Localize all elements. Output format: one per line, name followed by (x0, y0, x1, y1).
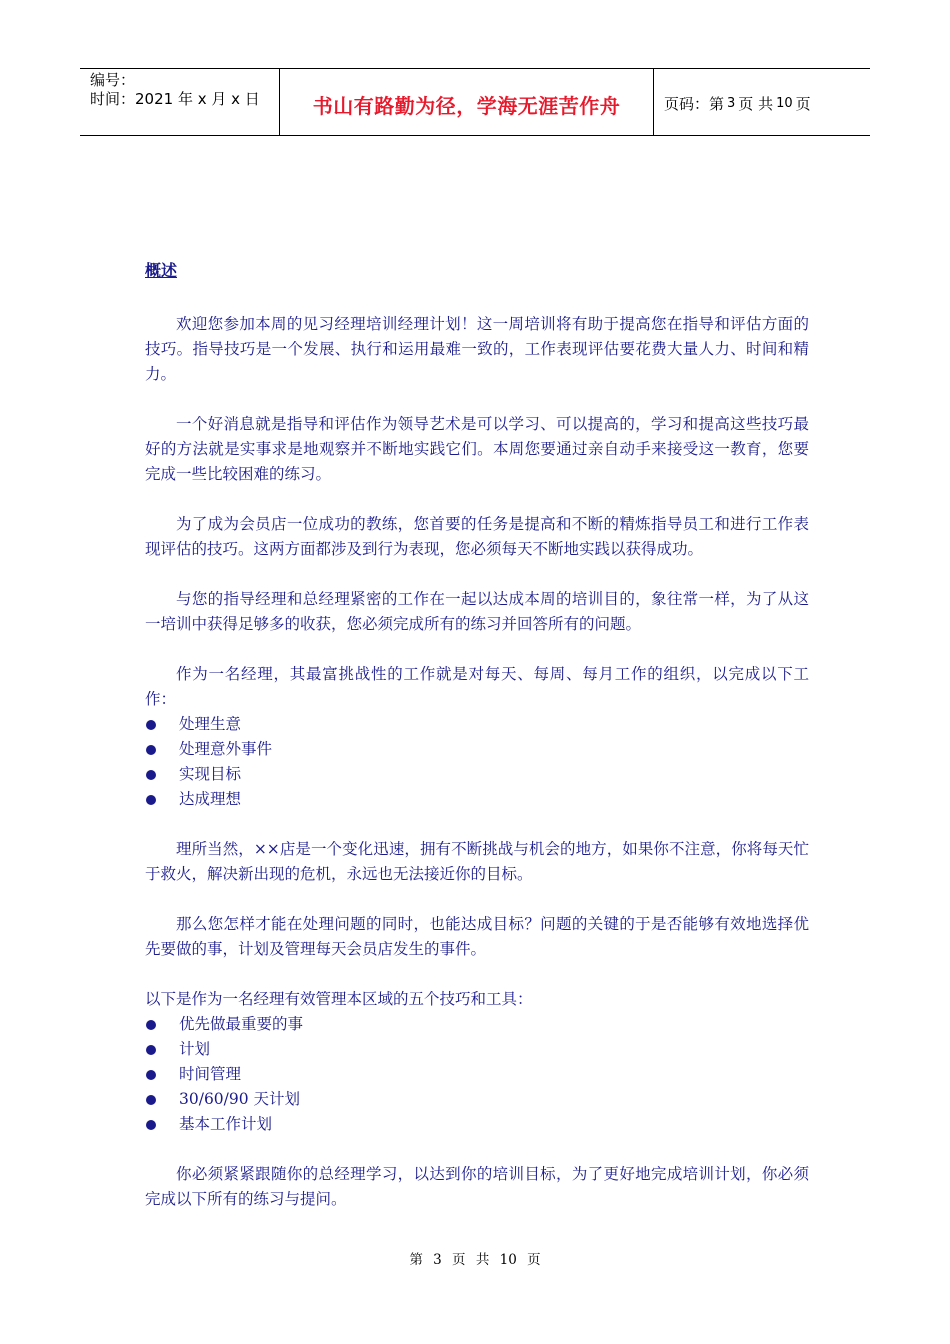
bullet-icon (146, 720, 156, 730)
header-motto-cell (280, 69, 654, 135)
page-total: 10 (776, 95, 793, 111)
list-item-label: 30/60/90 天计划 (179, 1090, 301, 1108)
paragraph-coach: 为了成为会员店一位成功的教练，您首要的任务是提高和不断的精炼指导员工和进行工作表现评估的技巧。这两方面都涉及到行为表现，您必须每天不断地实践以获得成功。 (145, 515, 809, 558)
bullet-icon (146, 1070, 156, 1080)
list-item-label: 实现目标 (179, 765, 242, 783)
page-suffix: 页 (795, 94, 811, 113)
paragraph-five-tools: 以下是作为一名经理有效管理本区域的五个技巧和工具： (145, 990, 533, 1008)
date-label: 时间：2021 年 x 月 x 日 (90, 90, 260, 108)
list-item (145, 1087, 809, 1112)
paragraph-key-question: 那么您怎样才能在处理问题的同时，也能达成目标？问题的关键的于是否能够有效地选择优先要做的事，计划及管理每天会员店发生的事件。 (145, 915, 809, 958)
list-item-label: 时间管理 (179, 1065, 242, 1083)
paragraph-welcome: 欢迎您参加本周的见习经理培训经理计划！这一周培训将有助于提高您在指导和评估方面的技巧。指导技巧是一个发展、执行和运用最难一致的，工作表现评估要花费大量人力、时间和精力。 (145, 315, 809, 383)
bullet-icon (146, 795, 156, 805)
task-list (145, 712, 809, 812)
bullet-icon (146, 1095, 156, 1105)
serial-number-label: 编号： (90, 71, 136, 89)
paragraph-follow-gm: 你必须紧紧跟随你的总经理学习，以达到你的培训目标，为了更好地完成培训计划，你必须完成以下所有的练习与提问。 (145, 1165, 809, 1208)
list-item-label: 处理意外事件 (179, 740, 273, 758)
motto-text: 书山有路勤为径，学海无涯苦作舟 (312, 93, 621, 118)
list-item (145, 712, 809, 737)
page-prefix: 页码：第 (664, 94, 725, 113)
bullet-icon (146, 770, 156, 780)
bullet-icon (146, 1120, 156, 1130)
page-footer: 第 3 页 共 10 页 (409, 1252, 541, 1268)
bullet-icon (146, 1020, 156, 1030)
list-item (145, 1037, 809, 1062)
bullet-icon (146, 1045, 156, 1055)
document-body (145, 258, 809, 1237)
header-page-cell (654, 69, 870, 135)
header-meta-cell (80, 69, 280, 135)
paragraph-work-together: 与您的指导经理和总经理紧密的工作在一起以达成本周的培训目的，象往常一样，为了从这一培训中获得足够多的收获，您必须完成所有的练习并回答所有的问题。 (145, 590, 809, 633)
page-current: 3 (727, 95, 736, 111)
list-item-label: 基本工作计划 (179, 1115, 273, 1133)
list-item (145, 762, 809, 787)
bullet-icon (146, 745, 156, 755)
section-title: 概述 (145, 261, 178, 280)
tools-list (145, 1012, 809, 1137)
list-item-label: 处理生意 (179, 715, 242, 733)
list-item-label: 计划 (179, 1040, 211, 1058)
paragraph-store-change: 理所当然，××店是一个变化迅速，拥有不断挑战与机会的地方，如果你不注意，你将每天忙于救火，解决新出现的危机，永远也无法接近你的目标。 (145, 840, 809, 883)
list-item (145, 1012, 809, 1037)
paragraph-good-news: 一个好消息就是指导和评估作为领导艺术是可以学习、可以提高的，学习和提高这些技巧最好的方法就是实事求是地观察并不断地实践它们。本周您要通过亲自动手来接受这一教育，您要完成一些比较困难的练习。 (145, 415, 809, 483)
list-item-label: 达成理想 (179, 790, 242, 808)
list-item (145, 787, 809, 812)
list-item-label: 优先做最重要的事 (179, 1015, 304, 1033)
paragraph-manager-challenge: 作为一名经理，其最富挑战性的工作就是对每天、每周、每月工作的组织，以完成以下工作： (145, 665, 809, 708)
list-item (145, 1062, 809, 1087)
page-header (80, 68, 870, 136)
list-item (145, 1112, 809, 1137)
list-item (145, 737, 809, 762)
page-mid: 页 共 (738, 94, 774, 113)
